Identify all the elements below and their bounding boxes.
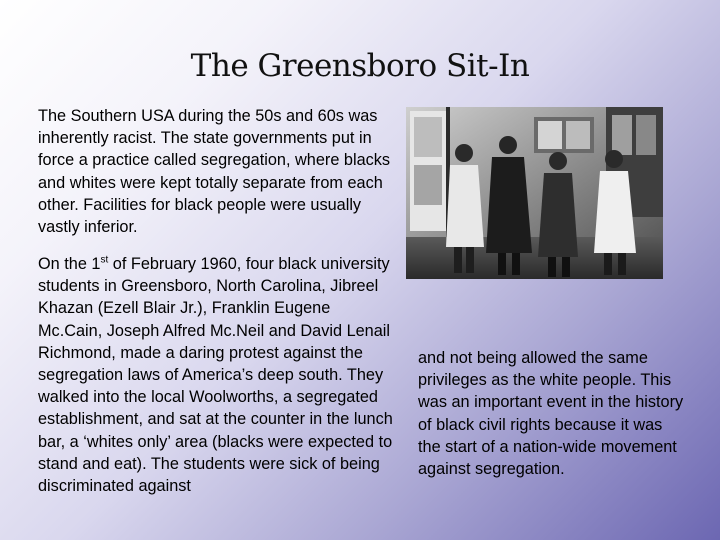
intro-paragraph: The Southern USA during the 50s and 60s was inherently racist. The state governments put in force a practice called segregation, where blacks and whites were kept totally separate from each other. Facilities for black people were usually vastly inferior. [38,107,391,237]
sit-in-paragraph-start: On the 1 [38,255,101,273]
sit-in-paragraph [38,253,394,497]
continuation-paragraph: and not being allowed the same privileges as the white people. This was an important event in the history of black civil rights because it was the start of a nation-wide movement against segregation. [418,349,684,479]
ordinal-suffix: st [100,254,109,266]
slide-title: The Greensboro Sit-In [190,48,530,84]
students-walking-photo [406,107,663,279]
sit-in-paragraph-rest: of February 1960, four black university students in Greensboro, North Carolina, Jibreel Khazan (Ezell Blair Jr.), Franklin Eugene Mc.Cain, Joseph Alfred Mc.Neil and David Lenail Richmond, made a daring protest against the segregation laws of America’s deep south. They walked into the local Woolworths, a segregated establishment, and sat at the counter in the lunch bar, a ‘whites only’ area (blacks were expected to stand and eat). The students were sick of being discriminated against [38,255,393,496]
historical-photo [406,107,663,279]
